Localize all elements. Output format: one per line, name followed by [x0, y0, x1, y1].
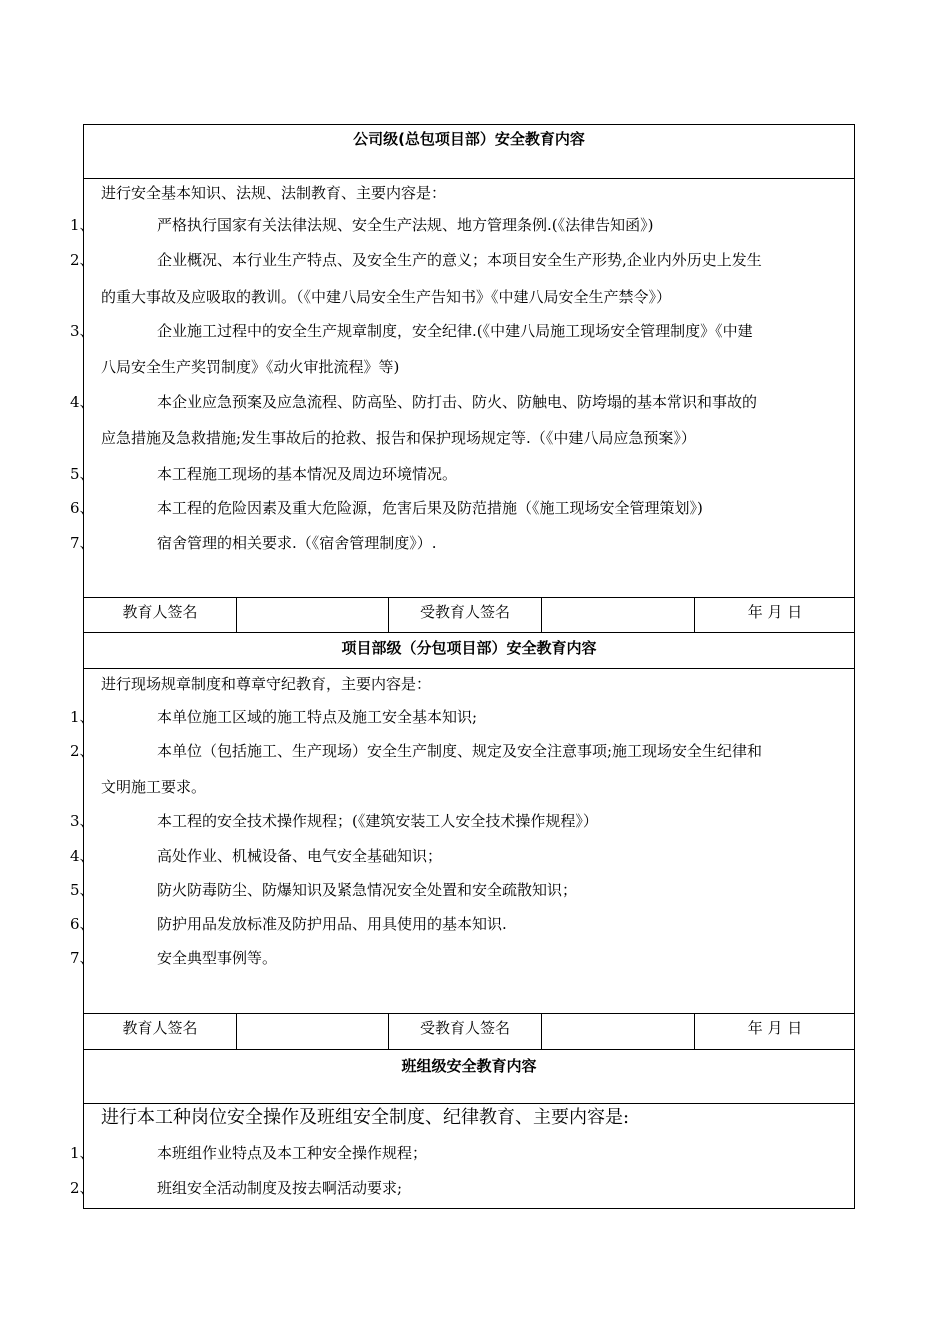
item-number: 7、 [70, 949, 95, 967]
cell-divider [236, 597, 237, 632]
item-text: 严格执行国家有关法律法规、安全生产法规、地方管理条例.(《法律告知函》) [157, 216, 654, 234]
row-divider [83, 1013, 855, 1014]
item-text: 安全典型事例等。 [157, 949, 278, 967]
item-number: 4、 [70, 847, 95, 865]
item-number: 7、 [70, 534, 95, 552]
item-text: 防火防毒防尘、防爆知识及紧急情况安全处置和安全疏散知识； [157, 881, 578, 899]
item-number: 5、 [70, 465, 95, 483]
item-text: 本企业应急预案及应急流程、防高坠、防打击、防火、防触电、防垮塌的基本常识和事故的 [157, 393, 758, 411]
item-text: 高处作业、机械设备、电气安全基础知识； [157, 847, 443, 865]
section-intro: 进行安全基本知识、法规、法制教育、主要内容是： [101, 184, 447, 202]
row-divider [83, 632, 855, 633]
row-divider [83, 597, 855, 598]
item-text: 企业概况、本行业生产特点、及安全生产的意义；本项目安全生产形势,企业内外历史上发生 [157, 251, 762, 269]
item-text: 宿舍管理的相关要求.（《宿舍管理制度》）. [157, 534, 437, 552]
item-number: 1、 [70, 708, 95, 726]
item-text-cont: 应急措施及急救措施;发生事故后的抢救、报告和保护现场规定等.（《中建八局应急预案》） [101, 429, 696, 447]
section-intro: 进行现场规章制度和尊章守纪教育，主要内容是： [101, 675, 432, 693]
item-text: 防护用品发放标准及防护用品、用具使用的基本知识. [157, 915, 507, 933]
item-number: 1、 [70, 1144, 95, 1162]
item-number: 4、 [70, 393, 95, 411]
item-number: 3、 [70, 812, 95, 830]
educatee-signature-label: 受教育人签名 [419, 603, 510, 621]
item-number: 6、 [70, 499, 95, 517]
row-divider [83, 668, 855, 669]
item-number: 1、 [70, 216, 95, 234]
row-divider [83, 1049, 855, 1050]
item-text: 本工程施工现场的基本情况及周边环境情况。 [157, 465, 458, 483]
educatee-signature-label: 受教育人签名 [419, 1019, 510, 1037]
cell-divider [541, 597, 542, 632]
item-text-cont: 八局安全生产奖罚制度》《动火审批流程》等) [101, 358, 400, 376]
item-text-cont: 文明施工要求。 [101, 778, 207, 796]
educator-signature-label: 教育人签名 [122, 1019, 198, 1037]
item-number: 2、 [70, 742, 95, 760]
section-title-project: 项目部级（分包项目部）安全教育内容 [341, 639, 597, 657]
item-text: 班组安全活动制度及按去啊活动要求; [157, 1179, 403, 1197]
item-number: 3、 [70, 322, 95, 340]
section-title-team: 班组级安全教育内容 [401, 1057, 537, 1075]
item-number: 2、 [70, 251, 95, 269]
cell-divider [541, 1013, 542, 1049]
item-text: 本班组作业特点及本工种安全操作规程； [157, 1144, 428, 1162]
section-title-company: 公司级(总包项目部）安全教育内容 [353, 130, 585, 148]
item-text: 本工程的危险因素及重大危险源，危害后果及防范措施（《施工现场安全管理策划》) [157, 499, 703, 517]
item-number: 6、 [70, 915, 95, 933]
row-divider [83, 178, 855, 179]
item-text-cont: 的重大事故及应吸取的教训。（《中建八局安全生产告知书》《中建八局安全生产禁令》） [101, 288, 672, 306]
item-number: 5、 [70, 881, 95, 899]
date-label: 年 月 日 [747, 603, 803, 621]
educator-signature-label: 教育人签名 [122, 603, 198, 621]
item-number: 2、 [70, 1179, 95, 1197]
cell-divider [236, 1013, 237, 1049]
section-intro: 进行本工种岗位安全操作及班组安全制度、纪律教育、主要内容是: [101, 1107, 630, 1128]
row-divider [83, 1103, 855, 1104]
item-text: 本工程的安全技术操作规程；(《建筑安装工人安全技术操作规程》） [157, 812, 598, 830]
item-text: 本单位施工区域的施工特点及施工安全基本知识; [157, 708, 478, 726]
item-text: 本单位（包括施工、生产现场）安全生产制度、规定及安全注意事项;施工现场安全生纪律和 [157, 742, 763, 760]
item-text: 企业施工过程中的安全生产规章制度，安全纪律.(《中建八局施工现场安全管理制度》《中建 [157, 322, 753, 340]
date-label: 年 月 日 [747, 1019, 803, 1037]
